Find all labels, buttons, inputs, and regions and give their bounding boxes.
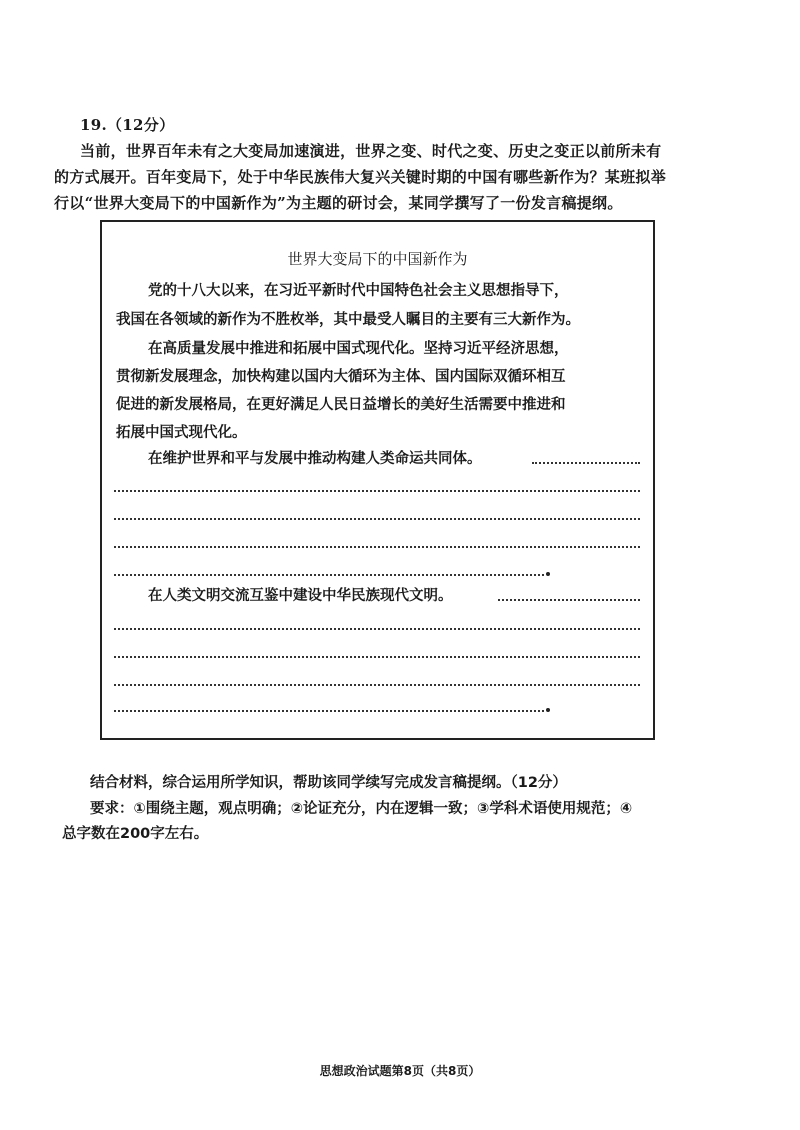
outline-point2-heading: 在维护世界和平与发展中推动构建人类命运共同体。 <box>148 450 482 467</box>
answer-blank-line[interactable] <box>114 518 640 520</box>
question-number: 19.（12分） <box>80 116 175 134</box>
blank-end-dot <box>546 572 550 576</box>
outline-point1-line-1: 在高质量发展中推进和拓展中国式现代化。坚持习近平经济思想， <box>148 340 569 357</box>
outline-point3-heading: 在人类文明交流互鉴中建设中华民族现代文明。 <box>148 587 453 604</box>
answer-blank-line[interactable] <box>114 546 640 548</box>
task-instruction: 结合材料，综合运用所学知识，帮助该同学续写完成发言稿提纲。（12分） <box>90 775 567 791</box>
answer-blank-line[interactable] <box>114 490 640 492</box>
outline-point1-line-3: 促进的新发展格局，在更好满足人民日益增长的美好生活需要中推进和 <box>116 396 566 413</box>
answer-blank-line[interactable] <box>114 710 544 712</box>
answer-blank-line[interactable] <box>498 599 640 601</box>
outline-point1-line-2: 贯彻新发展理念，加快构建以国内大循环为主体、国内国际双循环相互 <box>116 368 566 385</box>
task-requirements: 要求：①围绕主题，观点明确；②论证充分，内在逻辑一致；③学科术语使用规范；④ <box>90 801 633 817</box>
task-word-count: 总字数在200字左右。 <box>62 826 209 842</box>
outline-intro-line-2: 我国在各领域的新作为不胜枚举，其中最受人瞩目的主要有三大新作为。 <box>116 311 580 328</box>
answer-blank-line[interactable] <box>114 628 640 630</box>
question-intro-line-3: 行以“世界大变局下的中国新作为”为主题的研讨会，某同学撰写了一份发言稿提纲。 <box>54 194 623 212</box>
page-footer: 思想政治试题第8页（共8页） <box>319 1064 481 1078</box>
question-intro-line-1: 当前，世界百年未有之大变局加速演进，世界之变、时代之变、历史之变正以前所未有 <box>80 142 662 160</box>
answer-blank-line[interactable] <box>114 656 640 658</box>
outline-point1-line-4: 拓展中国式现代化。 <box>116 424 247 441</box>
blank-end-dot <box>546 708 550 712</box>
answer-blank-line[interactable] <box>114 684 640 686</box>
answer-blank-line[interactable] <box>532 462 640 464</box>
answer-blank-line[interactable] <box>114 574 544 576</box>
speech-outline-box <box>100 220 655 740</box>
outline-title: 世界大变局下的中国新作为 <box>287 250 468 268</box>
outline-intro-line-1: 党的十八大以来，在习近平新时代中国特色社会主义思想指导下， <box>148 282 569 299</box>
question-intro-line-2: 的方式展开。百年变局下，处于中华民族伟大复兴关键时期的中国有哪些新作为？某班拟举 <box>54 168 667 186</box>
